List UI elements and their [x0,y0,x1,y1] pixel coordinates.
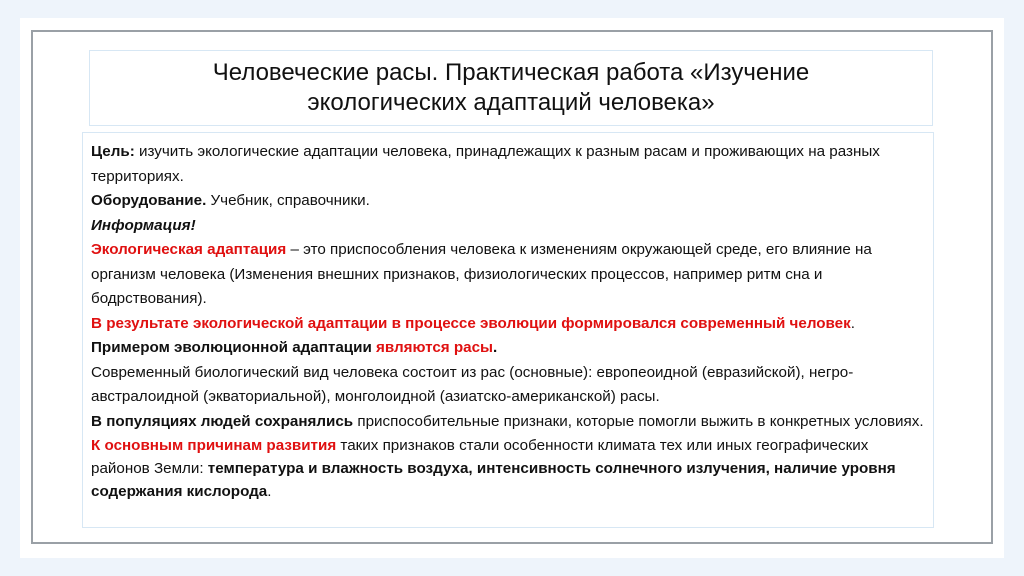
goal-paragraph [91,140,925,189]
races-paragraph [91,361,925,410]
info-paragraph [91,214,925,239]
population-text: приспособительные признаки, которые помогли выжить в конкретных условиях. [353,412,924,430]
example-paragraph [91,336,925,361]
causes-bold: температура и влажность воздуха, интенсивность солнечного излучения, наличие уровня содержания кислорода [91,460,896,500]
title-line-1: Человеческие расы. Практическая работа «Изучение [212,59,810,86]
population-paragraph [91,410,925,435]
title-box [89,50,933,126]
equipment-text: Учебник, справочники. [206,192,370,209]
eco-text: – это приспособления человека к изменениям окружающей среде, его влияние на организм человека (Изменения внешних признаков, физиологических процессов, например ритм сна и бодрствования). [91,241,872,307]
example-black: Примером эволюционной адаптации [91,339,377,356]
example-end: . [493,339,498,356]
title-line-2: экологических адаптаций человека» [307,89,715,116]
goal-label: Цель: [91,143,135,160]
content-box [82,132,934,528]
causes-text: таких признаков стали особенности климата тех или иных географических районов Земли: [91,437,869,477]
equipment-label: Оборудование. [91,192,207,209]
result-paragraph [91,312,925,337]
causes-end: . [267,483,272,500]
result-text: В результате экологической адаптации в процессе эволюции формировался современный человек [91,314,851,332]
info-label: Информация! [91,216,196,234]
causes-paragraph [91,434,925,503]
goal-text: изучить экологические адаптации человека, принадлежащих к разным расам и проживающих на разных территориях. [91,143,880,185]
population-bold: В популяциях людей сохранялись [91,412,354,430]
page-title [213,58,809,118]
equipment-paragraph [91,189,925,214]
result-end: . [850,314,855,332]
example-red: являются расы [376,339,494,356]
eco-term: Экологическая адаптация [91,241,287,258]
eco-paragraph [91,238,925,312]
causes-red: К основным причинам развития [91,437,337,454]
races-text: Современный биологический вид человека состоит из рас (основные): европеоидной (евразийской), негро-австралоидной (экваториальной), монголоидной (азиатско-американской) расы. [91,363,854,405]
